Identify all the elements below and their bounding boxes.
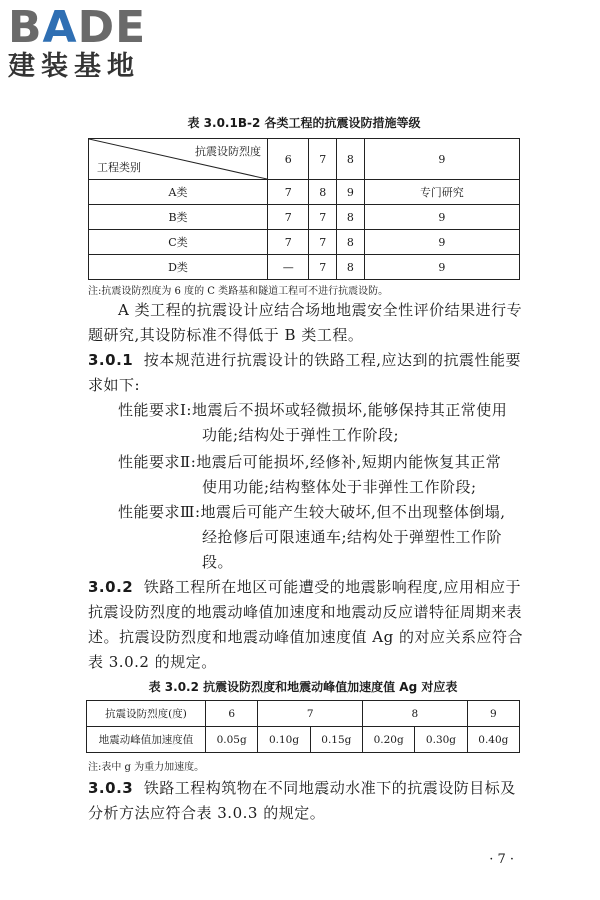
degree-7: 7: [309, 139, 337, 180]
text-line: 铁路工程所在地区可能遭受的地震影响程度,应用相应于: [143, 578, 522, 596]
cell: 0.15g: [310, 727, 362, 753]
table-row: [89, 230, 520, 255]
table-row: [89, 205, 520, 230]
text-line: 述。抗震设防烈度和地震动峰值加速度值 Ag 的对应关系应符合: [88, 628, 523, 646]
table-3-0-2: [86, 700, 520, 753]
logo-word: BADE: [8, 2, 147, 53]
cell: 8: [337, 230, 365, 255]
cell: 7: [268, 230, 309, 255]
section-number: 3.0.2: [88, 578, 134, 596]
text-line: 经抢修后可限速通车;结构处于弹塑性工作阶: [202, 528, 503, 546]
cell: 0.40g: [467, 727, 519, 753]
perf-label: 性能要求Ⅲ:: [118, 503, 201, 521]
paragraph-a-class: [88, 298, 528, 348]
text-line: 分析方法应符合表 3.0.3 的规定。: [88, 804, 326, 822]
cell: 7: [268, 205, 309, 230]
table-3-0-1b-2: [88, 138, 520, 280]
cell: 7: [309, 205, 337, 230]
text-line: 铁路工程构筑物在不同地震动水准下的抗震设防目标及: [143, 779, 516, 797]
cell: 7: [258, 701, 363, 727]
row-category: A类: [89, 180, 268, 205]
row-category: B类: [89, 205, 268, 230]
section-3-0-1: [88, 348, 528, 398]
text-line: 按本规范进行抗震设计的铁路工程,应达到的抗震性能要: [143, 351, 522, 369]
text-line: 使用功能;结构整体处于非弹性工作阶段;: [202, 478, 477, 496]
text-line: 地震后可能损坏,经修补,短期内能恢复其正常: [196, 453, 502, 471]
cell: 8: [309, 180, 337, 205]
cell: 7: [309, 255, 337, 280]
cell: 8: [337, 205, 365, 230]
text-line: 地震后可能产生较大破坏,但不出现整体倒塌,: [200, 503, 506, 521]
degree-9: 9: [364, 139, 519, 180]
table1-caption: 表 3.0.1B-2 各类工程的抗震设防措施等级: [187, 116, 421, 130]
text-line: 题研究,其设防标准不得低于 B 类工程。: [88, 326, 364, 344]
cell: —: [268, 255, 309, 280]
header-intensity: 抗震设防烈度: [195, 145, 261, 158]
table-row: [87, 727, 520, 753]
row-category: D类: [89, 255, 268, 280]
degree-6: 6: [268, 139, 309, 180]
section-number: 3.0.1: [88, 351, 134, 369]
row-label: 抗震设防烈度(度): [87, 701, 206, 727]
performance-3: [118, 500, 538, 575]
table-row: [89, 255, 520, 280]
text-line: A 类工程的抗震设计应结合场地地震安全性评价结果进行专: [118, 301, 523, 319]
table-row: [87, 701, 520, 727]
performance-1: [118, 398, 538, 448]
degree-8: 8: [337, 139, 365, 180]
text-line: 段。: [202, 553, 234, 571]
bade-logo: [8, 2, 178, 84]
cell: 0.20g: [362, 727, 414, 753]
cell: 8: [362, 701, 467, 727]
table-row: [89, 180, 520, 205]
table2-caption: 表 3.0.2 抗震设防烈度和地震动峰值加速度值 Ag 对应表: [148, 680, 458, 694]
section-3-0-2: [88, 575, 528, 675]
text-line: 求如下:: [88, 376, 141, 394]
row-category: C类: [89, 230, 268, 255]
cell: 9: [337, 180, 365, 205]
header-category: 工程类别: [97, 161, 141, 174]
row-label: 地震动峰值加速度值: [87, 727, 206, 753]
perf-label: 性能要求Ⅱ:: [118, 453, 197, 471]
perf-label: 性能要求Ⅰ:: [118, 401, 192, 419]
performance-2: [118, 450, 538, 500]
page-number: · 7 ·: [489, 852, 514, 867]
cell: 专门研究: [364, 180, 519, 205]
cell: 0.30g: [415, 727, 467, 753]
section-3-0-3: [88, 776, 528, 826]
cell: 6: [206, 701, 258, 727]
section-number: 3.0.3: [88, 779, 134, 797]
cell: 9: [364, 205, 519, 230]
cell: 9: [364, 230, 519, 255]
text-line: 地震后不损坏或轻微损坏,能够保持其正常使用: [191, 401, 508, 419]
table1-note: 注:抗震设防烈度为 6 度的 C 类路基和隧道工程可不进行抗震设防。: [88, 286, 389, 297]
cell: 9: [467, 701, 519, 727]
text-line: 功能;结构处于弹性工作阶段;: [202, 426, 400, 444]
cell: 7: [268, 180, 309, 205]
text-line: 表 3.0.2 的规定。: [88, 653, 217, 671]
cell: 8: [337, 255, 365, 280]
cell: 9: [364, 255, 519, 280]
table2-note: 注:表中 g 为重力加速度。: [88, 762, 205, 773]
text-line: 抗震设防烈度的地震动峰值加速度和地震动反应谱特征周期来表: [88, 603, 523, 621]
header-diagonal-cell: [89, 139, 268, 180]
cell: 0.05g: [206, 727, 258, 753]
logo-subtitle: 建装基地: [8, 51, 140, 82]
cell: 7: [309, 230, 337, 255]
cell: 0.10g: [258, 727, 310, 753]
